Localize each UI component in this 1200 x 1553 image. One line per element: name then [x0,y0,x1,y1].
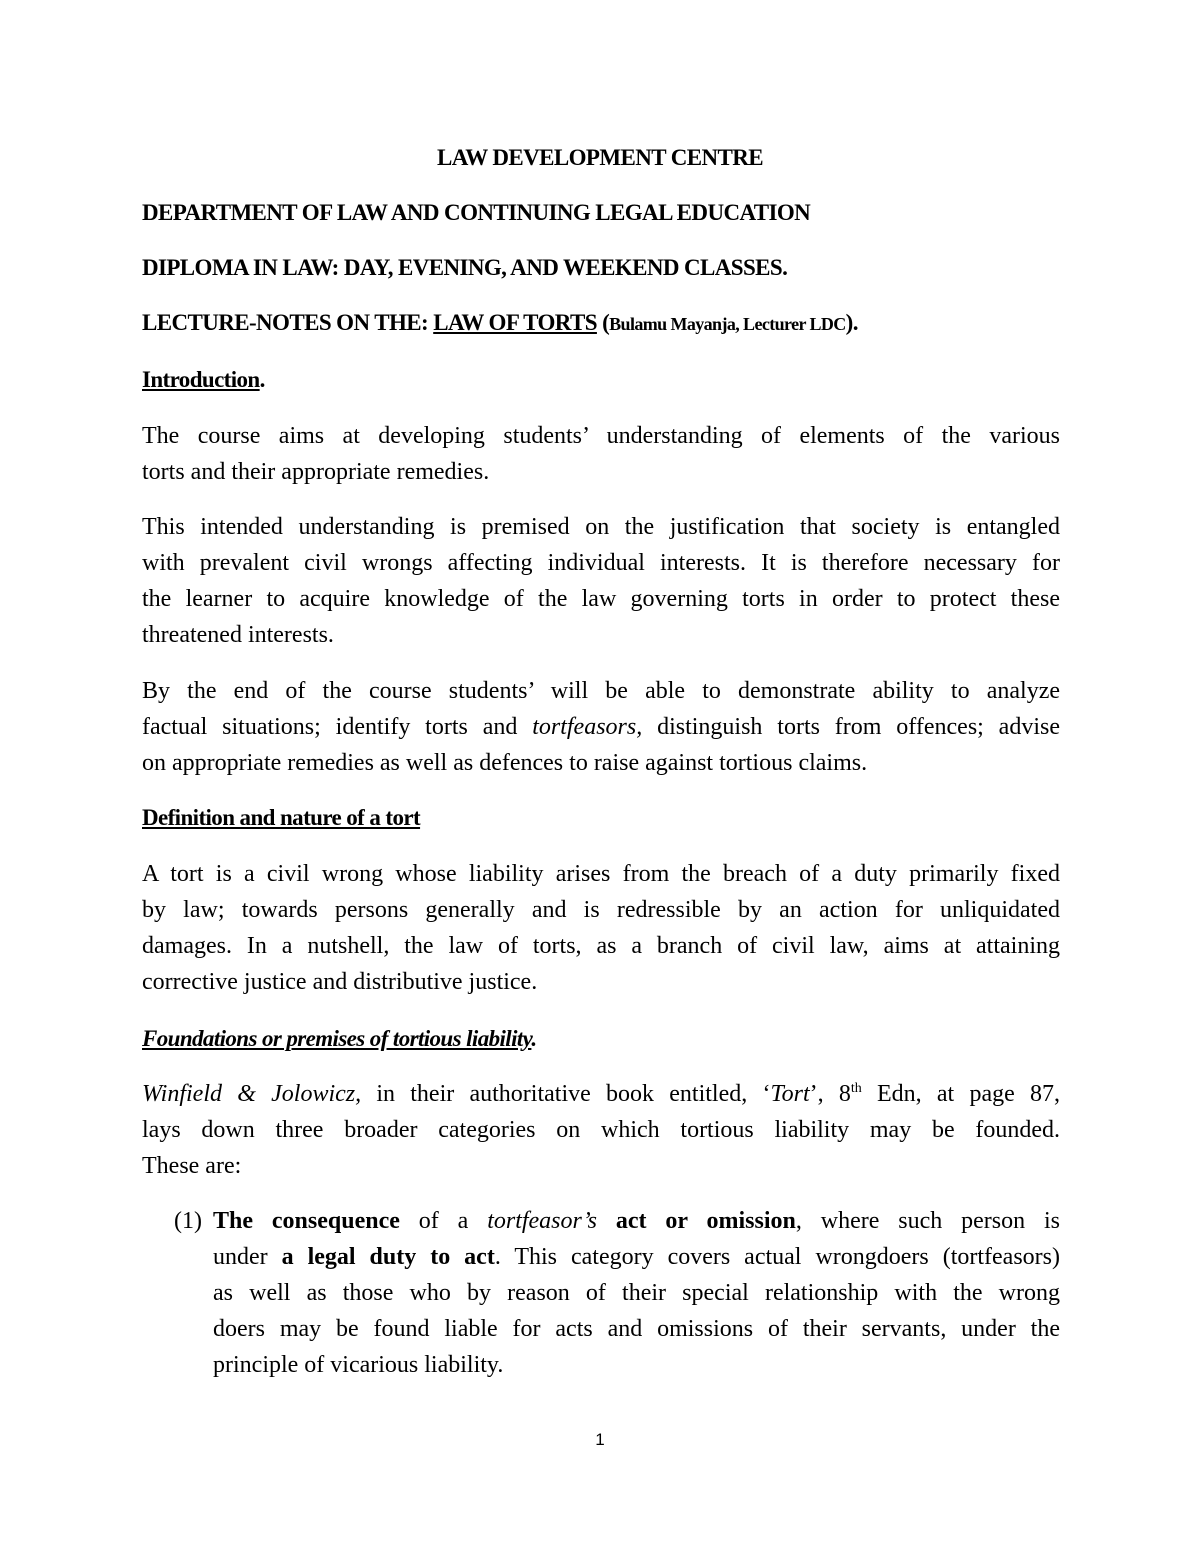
foundations-heading-period: . [531,1026,537,1051]
list-item-1-line-3: as well as those who by reason of their special relationship with the wrong [213,1280,1060,1306]
list-item-1-text-1: of a [399,1208,488,1234]
definition-line-2: by law; towards persons generally and is redressible by an action for unliquidated [142,897,1060,923]
introduction-heading-period: . [259,367,265,392]
intro-p2-line-2: with prevalent civil wrongs affecting individual interests. It is therefore necessary for [142,550,1060,576]
foundations-authors: Winfield & Jolowicz, [142,1081,362,1107]
foundations-line-2: lays down three broader categories on which tortious liability may be founded. [142,1117,1060,1143]
notes-author: Bulamu Mayanja, Lecturer LDC [609,314,846,334]
foundations-heading [142,1021,1060,1057]
list-item-1-line-5: principle of vicarious liability. [213,1352,504,1378]
intro-p3-text-a: factual situations; identify torts and [142,714,533,740]
introduction-heading-text: Introduction [142,367,260,392]
notes-open: ( [596,310,610,335]
intro-p3-line-2 [142,709,1060,745]
foundations-line-3: These are: [142,1153,242,1179]
department-title: DEPARTMENT OF LAW AND CONTINUING LEGAL EDUCATION [142,200,811,225]
lecture-notes-title [142,305,1060,342]
list-item-1-italic: tortfeasor’s [487,1208,597,1234]
foundations-edition-sup: th [850,1081,862,1096]
definition-line-3: damages. In a nutshell, the law of torts, as a branch of civil law, aims at attaining [142,933,1060,959]
list-item-1-line-1 [213,1203,1060,1239]
intro-p3-italic: tortfeasors, [532,714,643,740]
institution-title: LAW DEVELOPMENT CENTRE [437,145,763,170]
intro-p2-line-3: the learner to acquire knowledge of the law governing torts in order to protect these [142,586,1060,612]
notes-subject: LAW OF TORTS [433,310,597,335]
intro-p1-line-1: The course aims at developing students’ understanding of elements of the various [142,423,1060,449]
list-item-1-bold-3: a legal duty to act [281,1244,495,1270]
definition-line-1: A tort is a civil wrong whose liability arises from the breach of a duty primarily fixed [142,861,1060,887]
foundations-text-after: ’, 8 [809,1081,851,1107]
list-item-1-bold-1: The consequence [213,1208,400,1234]
list-item-1-text-4: under [213,1244,282,1270]
list-item-1-bold-2: act or omission [615,1208,796,1234]
foundations-line-1 [142,1076,1060,1112]
foundations-heading-text: Foundations or premises of tortious liability [142,1026,532,1051]
programme-title: DIPLOMA IN LAW: DAY, EVENING, AND WEEKEND CLASSES. [142,255,788,280]
notes-close: ). [845,310,858,335]
list-item-1-line-4: doers may be found liable for acts and omissions of their servants, under the [213,1316,1060,1342]
notes-prefix: LECTURE-NOTES ON THE: [142,310,434,335]
intro-p3-line-1: By the end of the course students’ will be able to demonstrate ability to analyze [142,678,1060,704]
foundations-text-end: Edn, at page 87, [861,1081,1060,1107]
list-item-1-text-5: . This category covers actual wrongdoers (tortfeasors) [494,1244,1060,1270]
definition-heading: Definition and nature of a tort [142,805,421,830]
intro-p1-line-2: torts and their appropriate remedies. [142,459,490,485]
foundations-text-mid: in their authoritative book entitled, ‘ [361,1081,771,1107]
list-item-1-text-3: , where such person is [795,1208,1061,1234]
list-item-1-line-2 [213,1239,1060,1275]
intro-p2-line-1: This intended understanding is premised on the justification that society is entangled [142,514,1060,540]
foundations-book-title: Tort [770,1081,810,1107]
intro-p3-line-3: on appropriate remedies as well as defences to raise against tortious claims. [142,750,868,776]
page-number: 1 [595,1430,605,1449]
definition-line-4: corrective justice and distributive justice. [142,969,538,995]
intro-p2-line-4: threatened interests. [142,622,334,648]
list-item-1-number: (1) [174,1208,202,1234]
list-item-1-text-2 [597,1208,616,1234]
introduction-heading [142,362,1060,398]
intro-p3-text-b: distinguish torts from offences; advise [642,714,1060,740]
